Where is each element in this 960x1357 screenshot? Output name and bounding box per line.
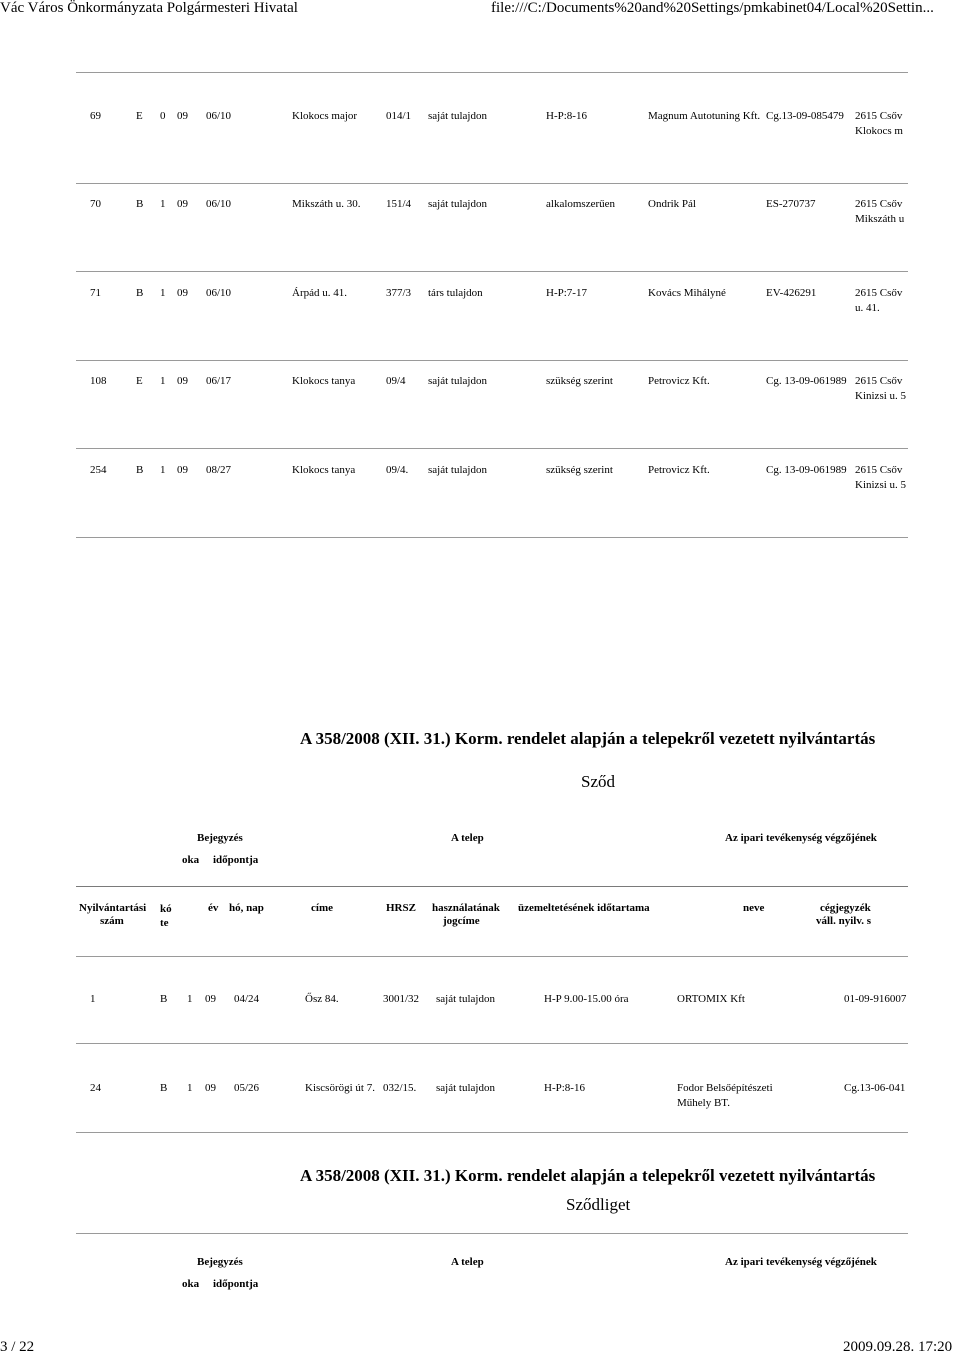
cell-addr2: Kinizsi u. 5 (855, 479, 907, 491)
cell-addr2: Mikszáth u (855, 213, 905, 225)
cell-jog: társ tulajdon (428, 287, 483, 299)
cell-ev: 09 (177, 110, 188, 122)
col-kod-1: kó (160, 903, 172, 915)
divider (76, 360, 908, 361)
cell-cj: EV-426291 (766, 287, 817, 299)
cell-ho: 08/27 (206, 464, 232, 476)
divider (76, 886, 908, 887)
divider (76, 1132, 908, 1133)
cell-hrsz: 09/4 (386, 375, 406, 387)
cell-k: 1 (187, 993, 193, 1005)
cell-addr1: 2615 Csőv (855, 375, 903, 387)
cell-jog: saját tulajdon (428, 198, 487, 210)
cell-k: 1 (160, 464, 166, 476)
section-town-szod: Sződ (581, 772, 615, 791)
cell-k: 1 (160, 198, 166, 210)
cell-hrsz: 014/1 (386, 110, 412, 122)
cell-k: 1 (160, 287, 166, 299)
section-title-szod: A 358/2008 (XII. 31.) Korm. rendelet alapján a telepekről vezetett nyilvántartás (300, 729, 876, 748)
cell-ho: 05/26 (234, 1082, 260, 1094)
divider (76, 956, 908, 957)
cell-nev: Magnum Autotuning Kft. (648, 110, 761, 122)
section-town-szodliget: Sződliget (566, 1195, 631, 1214)
cell-hrsz: 09/4. (386, 464, 409, 476)
col-ho-nap: hó, nap (229, 902, 264, 914)
cell-nr: 69 (90, 110, 101, 122)
cell-cim: Kiscsörögi út 7. (305, 1082, 375, 1094)
cell-nev1: ORTOMIX Kft (677, 993, 745, 1005)
cell-ido: H-P:7-17 (546, 287, 587, 299)
divider (76, 448, 908, 449)
header-telep-2: A telep (451, 1256, 484, 1268)
cell-ev: 09 (177, 375, 188, 387)
col-ev: év (208, 902, 219, 914)
cell-jog: saját tulajdon (436, 1082, 495, 1094)
cell-nev: Kovács Mihályné (648, 287, 726, 299)
cell-b: E (136, 110, 143, 122)
col-neve: neve (743, 902, 765, 914)
col-hrsz: HRSZ (386, 902, 416, 914)
cell-cj: 01-09-916007 (844, 993, 907, 1005)
col-jogcime: jogcíme (443, 915, 480, 927)
print-header-url: file:///C:/Documents%20and%20Settings/pmkabinet04/Local%20Settin... (491, 0, 934, 16)
header-bejegyzes: Bejegyzés (197, 832, 243, 844)
cell-ho: 06/17 (206, 375, 232, 387)
cell-ido: H-P 9.00-15.00 óra (544, 993, 629, 1005)
print-header-title: Vác Város Önkormányzata Polgármesteri Hivatal (0, 0, 298, 16)
header-telep: A telep (451, 832, 484, 844)
cell-k: 1 (160, 375, 166, 387)
cell-addr1: 2615 Csőv (855, 287, 903, 299)
divider (76, 183, 908, 184)
cell-b: B (160, 993, 168, 1005)
cell-b: B (160, 1082, 168, 1094)
cell-nr: 24 (90, 1082, 101, 1094)
cell-hrsz: 377/3 (386, 287, 412, 299)
cell-b: E (136, 375, 143, 387)
cell-b: B (136, 464, 144, 476)
header-oka: oka (182, 854, 200, 866)
cell-k: 1 (187, 1082, 193, 1094)
header-ipari: Az ipari tevékenység végzőjének (725, 832, 877, 844)
cell-cj: Cg. 13-09-061989 (766, 464, 847, 476)
cell-ho: 04/24 (234, 993, 260, 1005)
cell-addr2: Klokocs m (855, 125, 903, 137)
divider (76, 537, 908, 538)
cell-nev2: Műhely BT. (677, 1097, 730, 1109)
cell-cim: Klokocs major (292, 110, 358, 122)
header-idopontja-2: időpontja (213, 1278, 259, 1290)
cell-ho: 06/10 (206, 287, 232, 299)
cell-ido: H-P:8-16 (544, 1082, 585, 1094)
cell-nev: Petrovicz Kft. (648, 464, 710, 476)
cell-cim: Árpád u. 41. (292, 287, 347, 299)
cell-ev: 09 (205, 1082, 216, 1094)
cell-cim: Klokocs tanya (292, 375, 356, 387)
col-cime: címe (311, 902, 333, 914)
cell-nr: 254 (90, 464, 107, 476)
col-nyilvantartasi: Nyilvántartási (79, 902, 147, 914)
cell-ev: 09 (177, 198, 188, 210)
cell-hrsz: 151/4 (386, 198, 412, 210)
header-oka-2: oka (182, 1278, 200, 1290)
cell-ido: alkalomszerűen (546, 198, 616, 210)
cell-addr1: 2615 Csőv (855, 464, 903, 476)
col-uzemeltetes: üzemeltetésének időtartama (518, 902, 650, 914)
cell-addr2: Kinizsi u. 5 (855, 390, 907, 402)
cell-cj: Cg. 13-09-061989 (766, 375, 847, 387)
cell-ev: 09 (177, 287, 188, 299)
cell-ho: 06/10 (206, 198, 232, 210)
col-szam: szám (100, 915, 124, 927)
cell-nev: Petrovicz Kft. (648, 375, 710, 387)
cell-nr: 1 (90, 993, 96, 1005)
cell-addr1: 2615 Csőv (855, 198, 903, 210)
col-hasznalatanak: használatának (432, 902, 500, 914)
print-footer-page: 3 / 22 (0, 1339, 35, 1355)
col-cegjegyzek: cégjegyzék (820, 902, 871, 914)
divider (76, 1043, 908, 1044)
cell-cim: Mikszáth u. 30. (292, 198, 361, 210)
cell-jog: saját tulajdon (428, 110, 487, 122)
header-idopontja: időpontja (213, 854, 259, 866)
cell-hrsz: 3001/32 (383, 993, 420, 1005)
cell-cj: Cg.13-06-041 (844, 1082, 906, 1094)
cell-nev1: Fodor Belsőépítészeti (677, 1082, 773, 1094)
cell-cj: Cg.13-09-085479 (766, 110, 844, 122)
divider (76, 271, 908, 272)
divider (76, 72, 908, 73)
cell-b: B (136, 198, 144, 210)
cell-ido: szükség szerint (546, 464, 613, 476)
cell-hrsz: 032/15. (383, 1082, 417, 1094)
cell-b: B (136, 287, 144, 299)
cell-k: 0 (160, 110, 166, 122)
section-title-szodliget: A 358/2008 (XII. 31.) Korm. rendelet alapján a telepekről vezetett nyilvántartás (300, 1166, 876, 1185)
header-ipari-2: Az ipari tevékenység végzőjének (725, 1256, 877, 1268)
header-bejegyzes-2: Bejegyzés (197, 1256, 243, 1268)
cell-nr: 71 (90, 287, 101, 299)
cell-nr: 70 (90, 198, 101, 210)
cell-nev: Ondrik Pál (648, 198, 696, 210)
divider (76, 1233, 908, 1234)
cell-addr1: 2615 Csőv (855, 110, 903, 122)
print-footer-datetime: 2009.09.28. 17:20 (843, 1339, 953, 1355)
cell-cim: Ősz 84. (305, 993, 339, 1005)
cell-cj: ES-270737 (766, 198, 816, 210)
cell-cim: Klokocs tanya (292, 464, 356, 476)
cell-ido: szükség szerint (546, 375, 613, 387)
cell-jog: saját tulajdon (428, 375, 487, 387)
col-vall-nyilv: váll. nyilv. s (816, 915, 872, 927)
cell-jog: saját tulajdon (436, 993, 495, 1005)
cell-jog: saját tulajdon (428, 464, 487, 476)
col-kod-2: te (160, 917, 169, 929)
cell-ho: 06/10 (206, 110, 232, 122)
cell-nr: 108 (90, 375, 107, 387)
cell-ido: H-P:8-16 (546, 110, 587, 122)
cell-addr2: u. 41. (855, 302, 880, 314)
cell-ev: 09 (205, 993, 216, 1005)
cell-ev: 09 (177, 464, 188, 476)
